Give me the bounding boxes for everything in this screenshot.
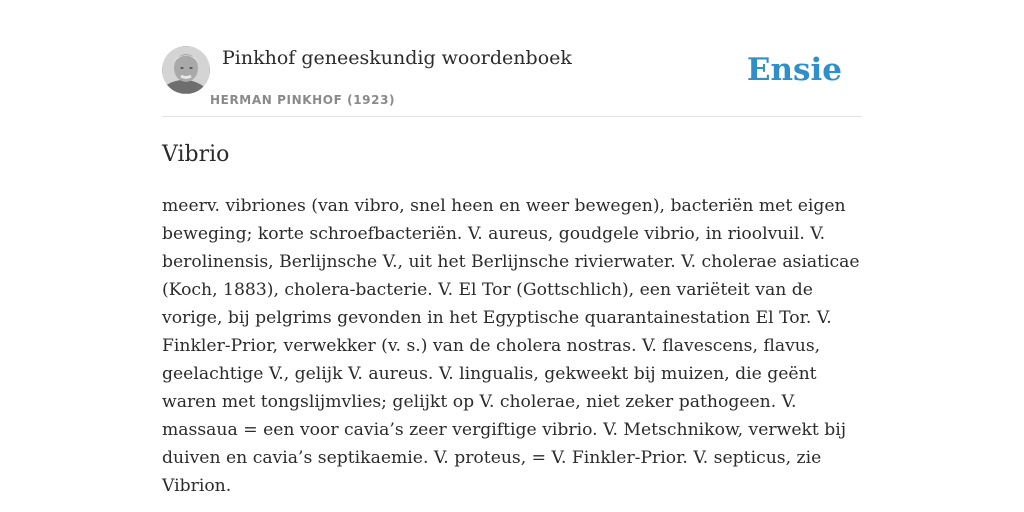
author-portrait-icon <box>162 46 210 94</box>
author-name: HERMAN PINKHOF (1923) <box>210 93 396 107</box>
header <box>162 46 862 117</box>
avatar[interactable] <box>162 46 210 94</box>
entry-term: Vibrio <box>162 142 230 167</box>
dictionary-title[interactable]: Pinkhof geneeskundig woordenboek <box>222 47 572 69</box>
entry-definition: meerv. vibriones (van vibro, snel heen en weer bewegen), bacteriën met eigen beweging; korte schroefbacteriën. V. aureus, goudgele vibrio, in rioolvuil. V. berolinensis, Berlijnsche V., uit het Berlijnsche rivierwater. V. cholerae asiaticae (Koch, 1883), cholera-bacterie. V. El Tor (Gottschlich), een variëteit van de vorige, bij pelgrims gevonden in het Egyptische quarantainestation El Tor. V. Finkler-Prior, verwekker (v. s.) van de cholera nostras. V. flavescens, flavus, geelachtige V., gelijk V. aureus. V. lingualis, gekweekt bij muizen, die geënt waren met tongslijmvlies; gelijkt op V. cholerae, niet zeker pathogeen. V. massaua = een voor cavia’s zeer vergiftige vibrio. V. Metschnikow, verwekt bij duiven en cavia’s septikaemie. V. proteus, = V. Finkler-Prior. V. septicus, zie Vibrion. <box>162 196 860 496</box>
brand-logo[interactable]: Ensie <box>746 52 842 88</box>
